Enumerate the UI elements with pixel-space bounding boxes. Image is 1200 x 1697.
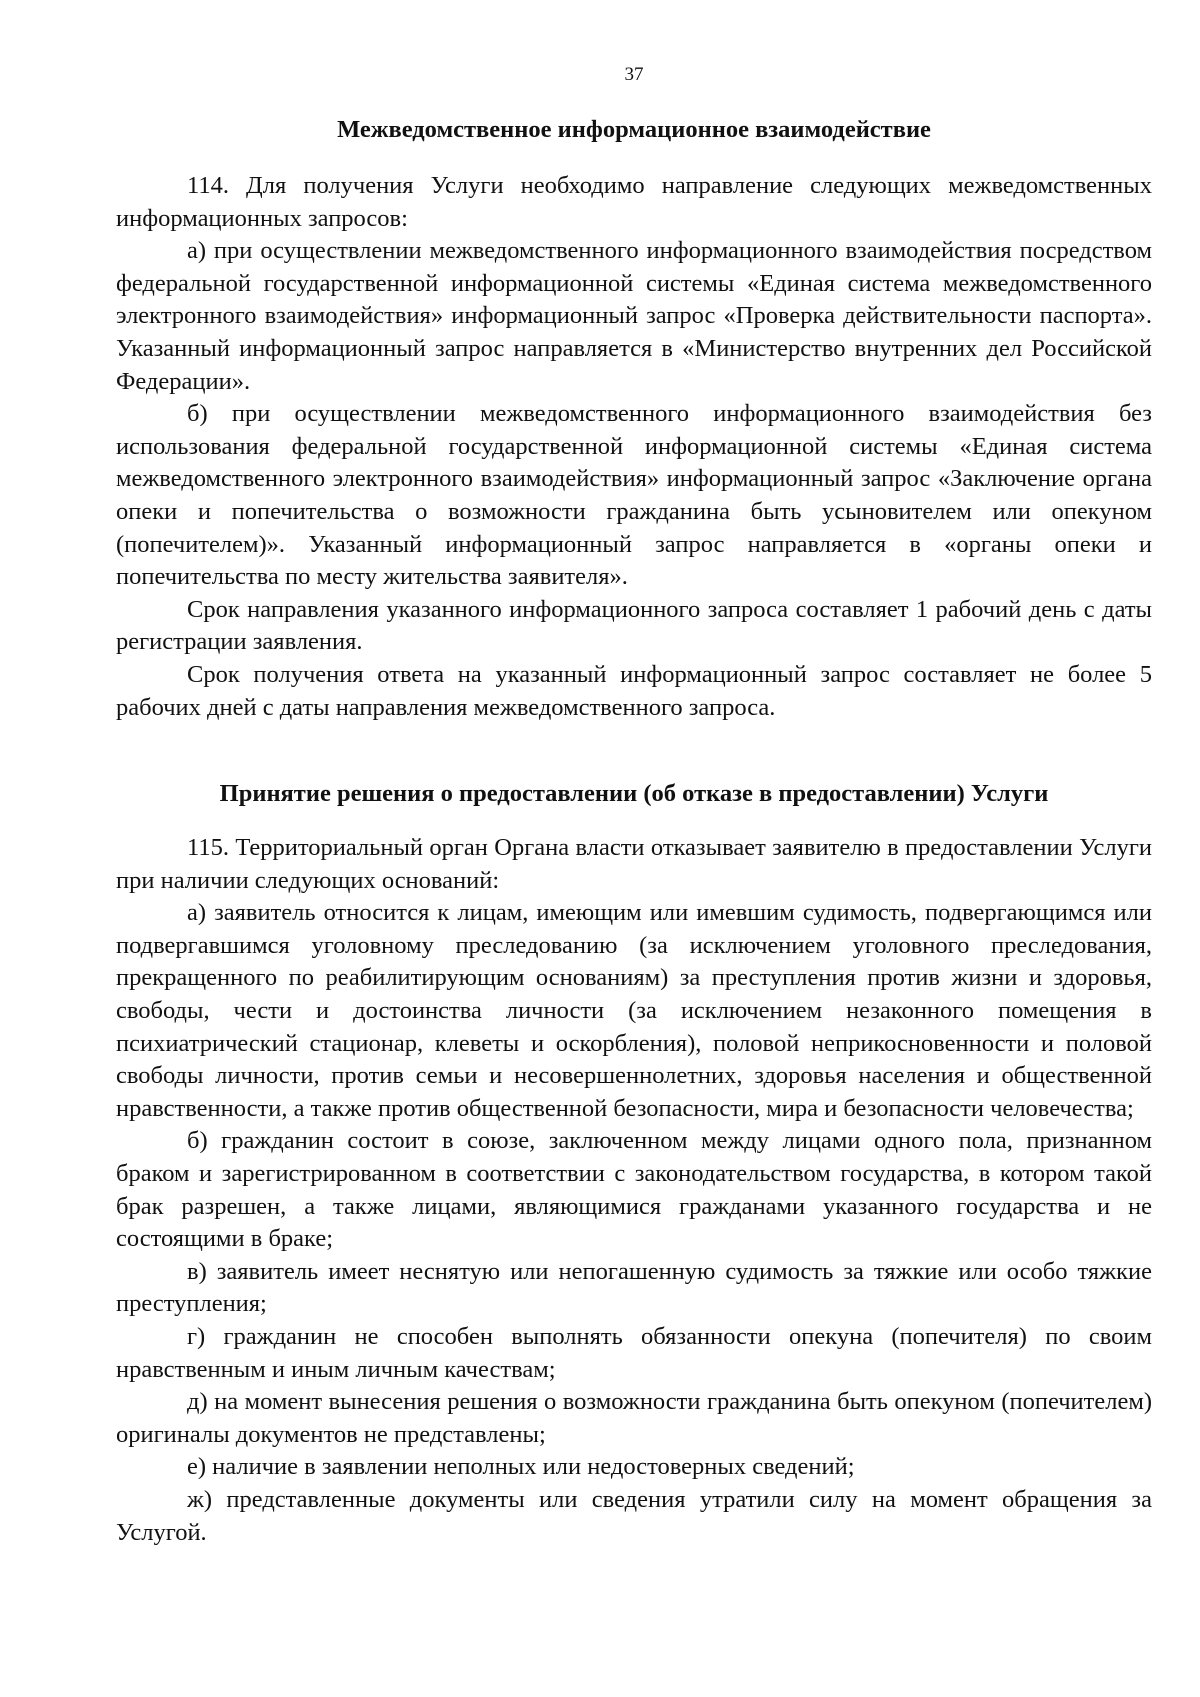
- paragraph-114-a: а) при осуществлении межведомственного информационного взаимодействия посредством федеральной государственной информационной системы «Единая система межведомственного электронного взаимодействия» информационный запрос «Проверка действительности паспорта». Указанный информационный запрос направляется в «Министерство внутренних дел Российской Федерации».: [116, 237, 1152, 395]
- paragraph-115-zh: ж) представленные документы или сведения утратили силу на момент обращения за Услугой.: [116, 1485, 1152, 1546]
- section-decision: [116, 778, 1152, 1549]
- paragraph-115-e: е) наличие в заявлении неполных или недостоверных сведений;: [187, 1453, 855, 1481]
- document-page: [116, 62, 1152, 1549]
- section-heading: Принятие решения о предоставлении (об отказе в предоставлении) Услуги: [219, 780, 1049, 808]
- paragraph-115-d: д) на момент вынесения решения о возможности гражданина быть опекуном (попечителем) оригиналы документов не представлены;: [116, 1388, 1152, 1448]
- paragraph-114-b: б) при осуществлении межведомственного информационного взаимодействия без использования федеральной государственной информационной системы «Единая система межведомственного электронного взаимодействия» информационный запрос «Заключение органа опеки и попечительства о возможности гражданина быть усыновителем или опекуном (попечителем)». Указанный информационный запрос направляется в «органы опеки и попечительства по месту жительства заявителя».: [116, 400, 1152, 591]
- paragraph-response-deadline: Срок получения ответа на указанный информационный запрос составляет не более 5 рабочих дней с даты направления межведомственного запроса.: [116, 660, 1152, 721]
- page-number: 37: [624, 64, 644, 85]
- paragraph-115-v: в) заявитель имеет неснятую или непогашенную судимость за тяжкие или особо тяжкие преступления;: [116, 1257, 1152, 1318]
- paragraph-115-g: г) гражданин не способен выполнять обязанности опекуна (попечителя) по своим нравственным и иным личным качествам;: [116, 1323, 1152, 1383]
- paragraph-115-a: а) заявитель относится к лицам, имеющим или имевшим судимость, подвергающимся или подвергавшимся уголовному преследованию (за исключением уголовного преследования, прекращенного по реабилитирующим основаниям) за преступления против жизни и здоровья, свободы, чести и достоинства личности (за исключением незаконного помещения в психиатрический стационар, клеветы и оскорбления), половой неприкосновенности и половой свободы личности, против семьи и несовершеннолетних, здоровья населения и общественной нравственности, а также против общественной безопасности, мира и безопасности человечества;: [116, 899, 1152, 1122]
- paragraph-114: 114. Для получения Услуги необходимо направление следующих межведомственных информационных запросов:: [116, 172, 1152, 232]
- paragraph-115: 115. Территориальный орган Органа власти отказывает заявителю в предоставлении Услуги при наличии следующих оснований:: [116, 834, 1152, 894]
- paragraph-request-deadline: Срок направления указанного информационного запроса составляет 1 рабочий день с даты регистрации заявления.: [116, 595, 1152, 656]
- section-heading: Межведомственное информационное взаимодействие: [337, 116, 931, 143]
- section-interagency-interaction: [116, 114, 1152, 724]
- paragraph-115-b: б) гражданин состоит в союзе, заключенном между лицами одного пола, признанном браком и зарегистрированном в соответствии с законодательством государства, в котором такой брак разрешен, а также лицами, являющимися гражданами указанного государства и не состоящими в браке;: [116, 1127, 1152, 1253]
